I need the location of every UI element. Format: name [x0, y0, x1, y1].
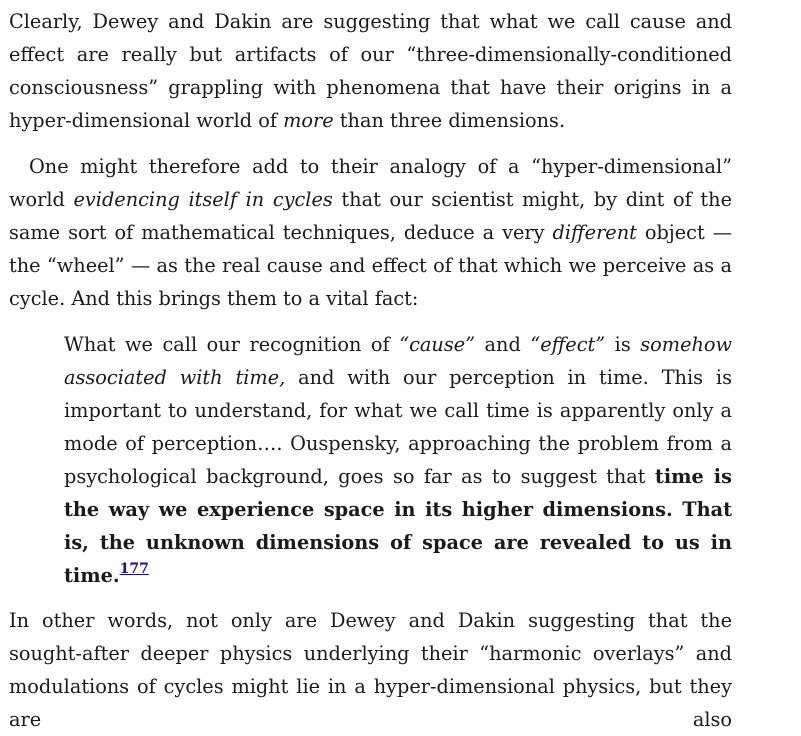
paragraph-2-emphasis-a: evidencing itself in cycles: [73, 188, 333, 211]
footnote-link[interactable]: 177: [119, 561, 149, 577]
paragraph-2-emphasis-b: different: [552, 221, 637, 244]
quote-text-d: and with our perception in time. This is important to understand, for what we call time is apparently only a mode of perception…. Ouspensky, approaching the problem from a psychological background, goes so far as to suggest that: [64, 366, 732, 488]
quote-emphasis-effect: “effect”: [530, 333, 606, 356]
paragraph-1-emphasis: more: [283, 109, 334, 132]
paragraph-3-text: In other words, not only are Dewey and Dakin suggesting that the sought-after deeper physics underlying their “harmonic overlays” and modulations of cycles might lie in a hyper-dimensional physics, but they are also: [9, 609, 732, 731]
paragraph-3: [9, 604, 732, 736]
document-page: [9, 5, 732, 736]
block-quote: [64, 328, 732, 592]
quote-bold-statement: time is the way we experience space in its higher dimensions. That is, the unknown dimensions of space are revealed to us in time.: [64, 465, 732, 587]
quote-text-a: What we call our recognition of: [64, 333, 400, 356]
paragraph-2-text-b: that our scientist might, by dint of the same sort of mathematical techniques, deduce a very: [9, 188, 732, 244]
quote-text-b: and: [474, 333, 531, 356]
quote-text-c: is: [605, 333, 641, 356]
paragraph-1-text-b: than three dimensions.: [333, 109, 566, 132]
paragraph-1: [9, 5, 732, 137]
quote-emphasis-time: somehow associated with time,: [64, 333, 733, 389]
paragraph-1-text-a: Clearly, Dewey and Dakin are suggesting that what we call cause and effect are really but artifacts of our “three-dimensionally-conditioned consciousness” grappling with phenomena that have their origins in a hyper-dimensional world of: [9, 10, 732, 132]
quote-emphasis-cause: “cause”: [399, 333, 475, 356]
paragraph-2-text-c: object — the “wheel” — as the real cause and effect of that which we perceive as a cycle. And this brings them to a vital fact:: [9, 221, 732, 310]
paragraph-2: [9, 150, 732, 315]
paragraph-2-text-a: One might therefore add to their analogy of a “hyper-dimensional” world: [9, 155, 732, 211]
